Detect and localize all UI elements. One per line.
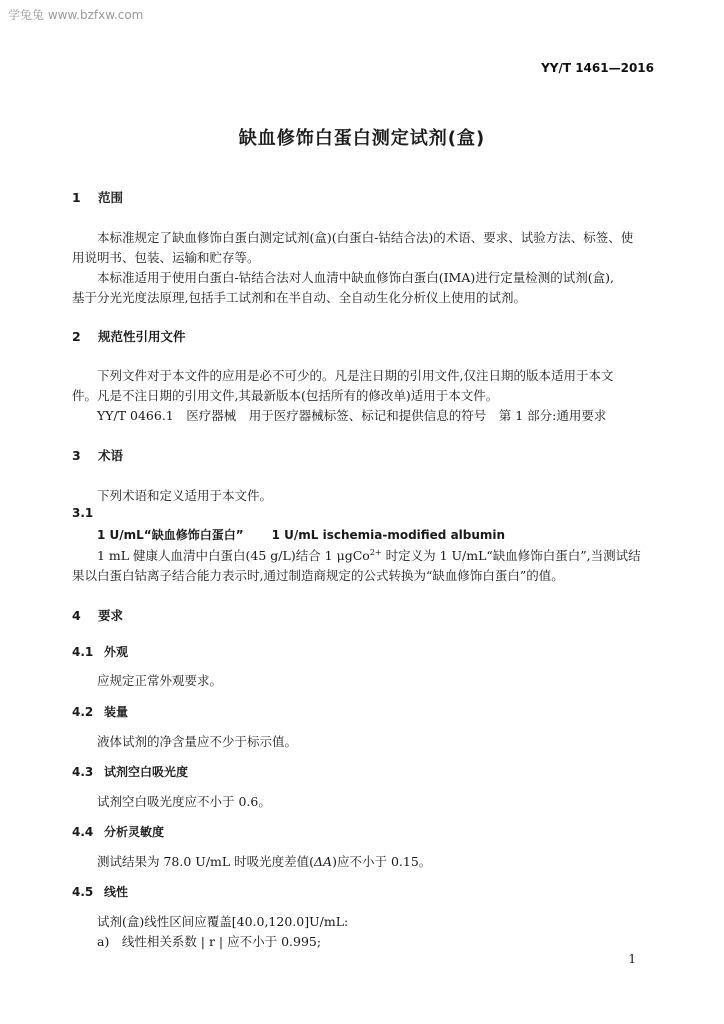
term-english: 1 U/mL ischemia-modified albumin bbox=[271, 528, 506, 542]
section-title: 要求 bbox=[98, 608, 124, 623]
superscript: 2+ bbox=[369, 547, 382, 557]
document-title: 缺血修饰白蛋白测定试剂(盒) bbox=[238, 128, 486, 149]
subsection-number: 4.2 bbox=[72, 705, 94, 719]
section-2-heading bbox=[72, 327, 186, 345]
definition-text: 1 mL 健康人血清中白蛋白(45 g/L)结合 1 μgCo bbox=[97, 548, 370, 563]
paragraph: 本标准适用于使用白蛋白-钴结合法对人血清中缺血修饰白蛋白(IMA)进行定量检测的试剂(盒), bbox=[97, 270, 614, 285]
subsection-title: 试剂空白吸光度 bbox=[104, 765, 189, 779]
subsection-title: 线性 bbox=[104, 885, 129, 899]
section-title: 范围 bbox=[98, 190, 124, 205]
subsection-number: 3.1 bbox=[72, 506, 94, 520]
definition: 果以白蛋白钴离子结合能力表示时,通过制造商规定的公式转换为“缺血修饰白蛋白”的值。 bbox=[72, 568, 564, 583]
subsection-number: 4.5 bbox=[72, 885, 94, 899]
section-title: 术语 bbox=[98, 448, 124, 463]
paragraph: 基于分光光度法原理,包括手工试剂和在半自动、全自动生化分析仪上使用的试剂。 bbox=[72, 290, 526, 305]
subsection-4-3-heading bbox=[72, 763, 188, 780]
term-entry bbox=[97, 526, 505, 543]
subsection-4-1-heading bbox=[72, 643, 128, 660]
reference-entry: YY/T 0466.1 医疗器械 用于医疗器械标签、标记和提供信息的符号 第 1 部分:通用要求 bbox=[97, 408, 607, 423]
definition bbox=[97, 546, 641, 564]
paragraph: 件。凡是不注日期的引用文件,其最新版本(包括所有的修改单)适用于本文件。 bbox=[72, 388, 499, 403]
paragraph-text: )应不小于 0.15。 bbox=[332, 854, 432, 869]
section-number: 2 bbox=[72, 329, 81, 344]
subsection-number: 4.3 bbox=[72, 765, 94, 779]
subsection-4-5-heading bbox=[72, 883, 128, 900]
section-number: 1 bbox=[72, 190, 81, 205]
list-item: a) 线性相关系数 | r | 应不小于 0.995; bbox=[97, 934, 322, 949]
delta-symbol: ΔA bbox=[314, 854, 333, 869]
paragraph-text: 测试结果为 78.0 U/mL 时吸光度差值( bbox=[97, 854, 315, 869]
section-title: 规范性引用文件 bbox=[98, 329, 186, 344]
paragraph: 本标准规定了缺血修饰白蛋白测定试剂(盒)(白蛋白-钴结合法)的术语、要求、试验方法、标签、使 bbox=[97, 230, 634, 245]
section-number: 4 bbox=[72, 608, 81, 623]
section-4-heading bbox=[72, 606, 123, 624]
subsection-title: 外观 bbox=[104, 645, 129, 659]
subsection-4-4-heading bbox=[72, 823, 164, 840]
paragraph: 应规定正常外观要求。 bbox=[97, 673, 223, 688]
section-3-heading bbox=[72, 446, 123, 464]
paragraph: 液体试剂的净含量应不少于标示值。 bbox=[97, 734, 298, 749]
paragraph: 试剂空白吸光度应不小于 0.6。 bbox=[97, 794, 271, 809]
watermark: 学兔兔 www.bzfxw.com bbox=[8, 8, 144, 22]
subsection-number: 4.4 bbox=[72, 825, 94, 839]
subsection-4-2-heading bbox=[72, 703, 128, 720]
paragraph: 下列文件对于本文件的应用是必不可少的。凡是注日期的引用文件,仅注日期的版本适用于本文 bbox=[97, 368, 614, 383]
paragraph: 试剂(盒)线性区间应覆盖[40.0,120.0]U/mL: bbox=[97, 914, 349, 929]
definition-text: 时定义为 1 U/mL“缺血修饰白蛋白”,当测试结 bbox=[381, 548, 641, 563]
standard-number: YY/T 1461—2016 bbox=[541, 61, 654, 75]
paragraph: 下列术语和定义适用于本文件。 bbox=[97, 488, 273, 503]
page-number: 1 bbox=[628, 952, 636, 966]
subsection-title: 分析灵敏度 bbox=[104, 825, 165, 839]
section-1-heading bbox=[72, 188, 123, 206]
paragraph: 用说明书、包装、运输和贮存等。 bbox=[72, 250, 260, 265]
term-chinese: 1 U/mL“缺血修饰白蛋白” bbox=[97, 528, 244, 542]
section-number: 3 bbox=[72, 448, 81, 463]
subsection-title: 装量 bbox=[104, 705, 129, 719]
paragraph bbox=[97, 852, 431, 870]
subsection-number: 4.1 bbox=[72, 645, 94, 659]
